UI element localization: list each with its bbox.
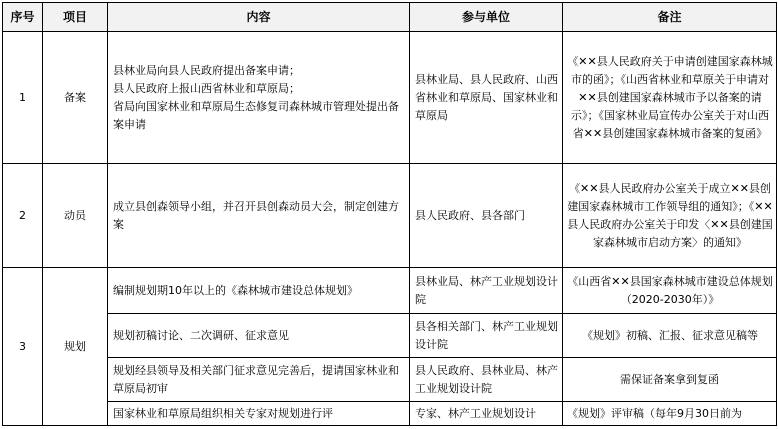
row-units: 县人民政府、县林业局、林产工业规划设计院 — [410, 358, 563, 402]
row-content: 规划初稿讨论、二次调研、征求意见 — [108, 314, 410, 358]
row-content: 编制规划期10年以上的《森林城市建设总体规划》 — [108, 268, 410, 314]
header-notes: 备注 — [563, 3, 777, 32]
row-notes: 《山西省✕✕县国家森林城市建设总体规划（2020-2030年）》 — [563, 268, 777, 314]
row-notes: 需保证备案拿到复函 — [563, 358, 777, 402]
row-item: 备案 — [43, 32, 108, 164]
table-row — [3, 32, 777, 164]
row-content: 规划经县领导及相关部门征求意见完善后，提请国家林业和草原局初审 — [108, 358, 410, 402]
plan-table — [2, 2, 777, 426]
table-row — [3, 268, 777, 314]
row-content: 国家林业和草原局组织相关专家对规划进行评 — [108, 402, 410, 426]
table-row — [3, 358, 777, 402]
row-seq: 2 — [3, 164, 43, 268]
header-item: 项目 — [43, 3, 108, 32]
row-units: 县各相关部门、林产工业规划设计院 — [410, 314, 563, 358]
table-row — [3, 402, 777, 426]
row-item: 动员 — [43, 164, 108, 268]
table-row — [3, 164, 777, 268]
row-item: 规划 — [43, 268, 108, 426]
header-row — [3, 3, 777, 32]
row-notes: 《规划》评审稿（每年9月30日前为 — [563, 402, 777, 426]
row-units: 县林业局、县人民政府、山西省林业和草原局、国家林业和草原局 — [410, 32, 563, 164]
row-units: 县林业局、林产工业规划设计院 — [410, 268, 563, 314]
row-content: 县林业局向县人民政府提出备案申请； 县人民政府上报山西省林业和草原局； 省局向国家林业和草原局生态修复司森林城市管理处提出备案申请 — [108, 32, 410, 164]
row-units: 县人民政府、县各部门 — [410, 164, 563, 268]
row-notes: 《✕✕县人民政府办公室关于成立✕✕县创建国家森林城市工作领导组的通知》；《✕✕县人民政府办公室关于印发〈✕✕县创建国家森林城市启动方案〉的通知》 — [563, 164, 777, 268]
header-units: 参与单位 — [410, 3, 563, 32]
row-content: 成立县创森领导小组，并召开县创森动员大会，制定创建方案 — [108, 164, 410, 268]
row-seq: 1 — [3, 32, 43, 164]
row-units: 专家、林产工业规划设计 — [410, 402, 563, 426]
row-seq: 3 — [3, 268, 43, 426]
header-seq: 序号 — [3, 3, 43, 32]
header-content: 内容 — [108, 3, 410, 32]
row-notes: 《规划》初稿、汇报、征求意见稿等 — [563, 314, 777, 358]
table-row — [3, 314, 777, 358]
row-notes: 《✕✕县人民政府关于申请创建国家森林城市的函》；《山西省林业和草原关于申请对✕✕县创建国家森林城市予以备案的请示》；《国家林业局宣传办公室关于对山西省✕✕县创建国家森林城市备案的复函》 — [563, 32, 777, 164]
